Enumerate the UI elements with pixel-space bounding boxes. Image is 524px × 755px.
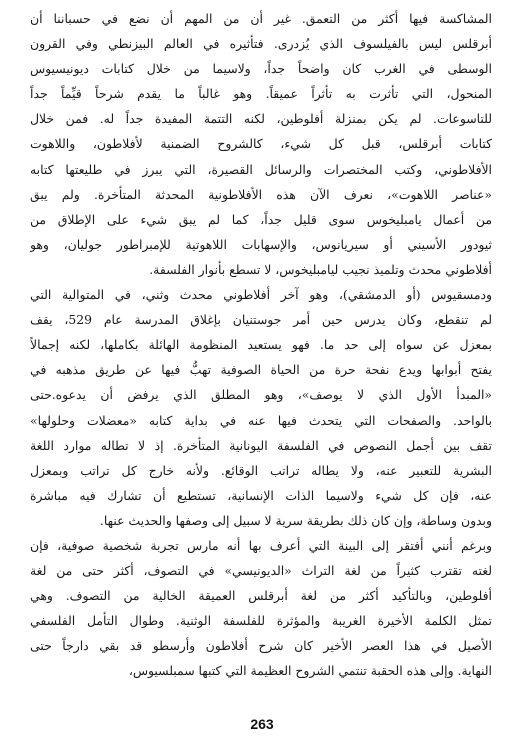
text-line: للتاسوعات. لم يكن بمنزلة أفلوطين، لكنه التتمة المفيدة جداً له. فمن خلال — [30, 111, 492, 127]
text-line: أفلوطين، وبالتأكيد أكثر من لغة أبرقلس العميقة الخالية من التصوف. وهي — [30, 588, 492, 604]
text-line: كتابات أبرقلس، قبل كل شيء، كالشروح الضمنية لأفلاطون، واللاهوت — [30, 136, 492, 152]
text-line: الأصيل في هذا العصر الأخير كان شرح أفلاطون وأرسطو قد بقي دارجاً حتى — [30, 638, 492, 654]
text-line: البشرية للتعبير عنه، ولا يطاله تراتب الوقائع. ولأنه خارج كل تراتب وبمعزل — [30, 462, 492, 478]
text-line: «المبدأ الأول الذي لا يوصف»، وهو المطلق الذي يرفض أن يدعوه.حتى — [30, 387, 492, 403]
text-line: لغته تقترب كثيراً من لغة التراث «الديونيسي» في التصوف، أكثر حتى من لغة — [30, 563, 492, 579]
text-line: المشاكسة فيها أكثر من التعمق. غير أن من المهم أن نضع في حسباننا أن — [30, 11, 492, 26]
text-line: بالواحد. والصفحات التي يتحدث فيها عنه في بداية كتابه «معضلات وحلولها» — [30, 412, 492, 428]
text-line: من أعمال يامبليخوس سوى قليل جداً، كما لم يبق شيء على الإطلاق من — [30, 211, 492, 227]
text-line: تمثل الكلمة الأخيرة الغريبة والمؤثرة للفلسفة الوثنية. وطوال التأمل الفلسفي — [30, 613, 492, 629]
text-line: ثيودور الأسيني أو سيريانوس، والإسهابات اللاهوتية للإمبراطور جوليان، وهو — [30, 236, 492, 252]
text-line: أبرقلس ليس بالفيلسوف الذي يُزدرى. فتأثيره في العالم البيزنطي وفي القرون — [30, 36, 492, 52]
text-line: المنحول، التي تأثرت به تأثراً عميقاً. وهو غالباً ما يقدم شرحاً قيِّماً جداً — [30, 86, 492, 102]
page-number: 263 — [250, 716, 274, 732]
body-text — [30, 6, 492, 684]
text-line: ودمسقيوس (أو الدمشقي)، وهو آخر أفلاطوني محدث وثني، في المتوالية التي — [30, 287, 492, 303]
text-line: بمعزل عن سواه إلى حد ما. فهو يستعيد المنظومة الهائلة بكاملها، لكنه إجمالاً — [30, 337, 492, 353]
text-line: عنه، فإن كل شيء ولاسيما الذات الإنسانية، تستطيع أن تشارك فيه مباشرة — [30, 487, 492, 503]
text-line: وبرغم أنني أفتقر إلى البينة التي أعرف بها أنه مارس تجربة شخصية صوفية، فإن — [30, 537, 492, 553]
text-line: أفلاطوني محدث وتلميذ نجيب ليامبليخوس، لا تسطع بأنوار الفلسفة. — [149, 261, 492, 277]
text-line: النهاية. وإلى هذه الحقبة تنتمي الشروح العظيمة التي كتبها سمبلسيوس، — [128, 663, 492, 679]
text-line: «عناصر اللاهوت»، نعرف الآن هذه الأفلاطونية المحدثة المتأخرة. ولم يبق — [30, 186, 492, 202]
text-line: الوسطى في الغرب كان واضحاً جداً، ولاسيما من خلال كتابات ديونيسيوس — [30, 61, 492, 77]
text-line: وبدون وساطة، وإن كان ذلك بطريقة سرية لا سبيل إلى وصفها والحديث عنها. — [99, 512, 492, 528]
text-line: يفتح أبوابها ويدع نفحة حرة من الحياة الصوفية تهبُّ فيها عن طريق مذهبه في — [30, 362, 492, 378]
text-line: الأفلاطوني، وكتب المختصرات والرسائل القصيرة، التي يبرز في طليعتها كتابه — [30, 161, 492, 177]
text-line: لم تنقطع، وكان يدرس حين أمر جوستنيان بإغلاق المدرسة عام 529، يقف — [30, 312, 492, 328]
text-line: تقف بين أجمل النصوص في الفلسفة اليونانية المتأخرة. إذ لا تطاله موارد اللغة — [30, 437, 492, 453]
